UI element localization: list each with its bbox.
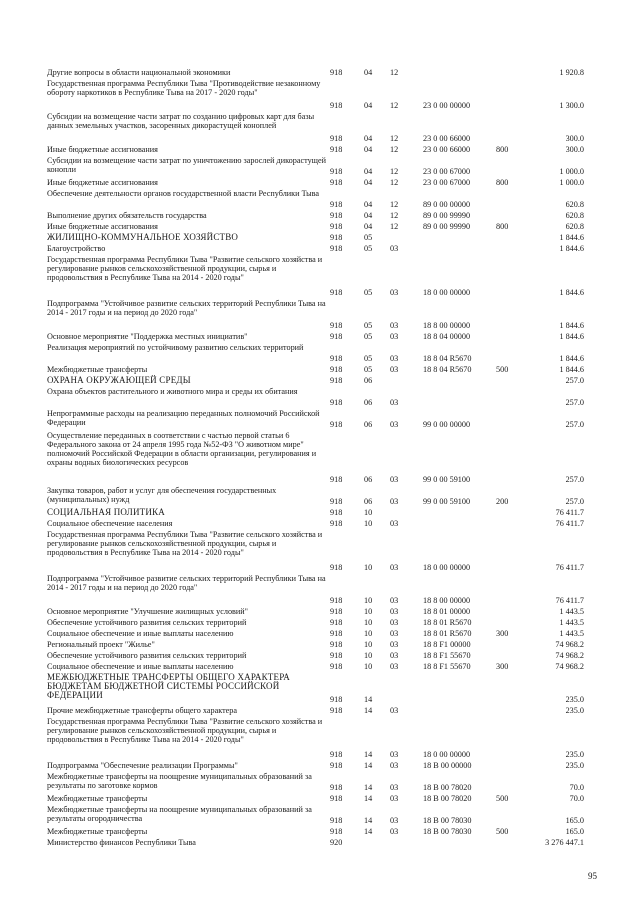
- row-name: Межбюджетные трансферты на поощрение муниципальных образований за результаты по заготовке кормов: [47, 772, 312, 790]
- amount-value: 165.0: [565, 816, 584, 825]
- section-code: 10: [364, 651, 373, 660]
- target-article-code: 99 0 00 59100: [423, 497, 471, 506]
- row-name: Межбюджетные трансферты: [47, 827, 148, 836]
- subsection-code: 03: [390, 794, 399, 803]
- amount-value: 257.0: [565, 376, 584, 385]
- section-code: 10: [364, 618, 373, 627]
- subsection-code: 03: [390, 244, 399, 253]
- row-name: Социальное обеспечение и иные выплаты населению: [47, 629, 234, 638]
- row-name: Социальное обеспечение населения: [47, 519, 173, 528]
- row-name: Подпрограмма "Обеспечение реализации Программы": [47, 761, 238, 770]
- amount-value: 1 443.5: [559, 618, 584, 627]
- subsection-code: 03: [390, 420, 399, 429]
- amount-value: 235.0: [565, 695, 584, 704]
- ministry-code: 918: [330, 651, 343, 660]
- row-name: Другие вопросы в области национальной экономики: [47, 68, 231, 77]
- ministry-code: 918: [330, 376, 343, 385]
- section-heading: ОХРАНА ОКРУЖАЮЩЕЙ СРЕДЫ: [47, 375, 191, 385]
- row-name: Министерство финансов Республики Тыва: [47, 838, 196, 847]
- target-article-code: 18 0 00 00000: [423, 288, 471, 297]
- amount-value: 76 411.7: [555, 519, 584, 528]
- row-name: Обеспечение деятельности органов государственной власти Республики Тыва: [47, 189, 320, 198]
- ministry-code: 918: [330, 607, 343, 616]
- amount-value: 74 968.2: [555, 640, 584, 649]
- amount-value: 1 844.6: [559, 321, 584, 330]
- target-article-code: 18 8 04 00000: [423, 332, 471, 341]
- row-name: Основное мероприятие "Улучшение жилищных условий": [47, 607, 249, 616]
- ministry-code: 918: [330, 420, 343, 429]
- row-name: Иные бюджетные ассигнования: [47, 222, 158, 231]
- ministry-code: 918: [330, 563, 343, 572]
- subsection-code: 03: [390, 365, 399, 374]
- subsection-code: 03: [390, 816, 399, 825]
- ministry-code: 918: [330, 167, 343, 176]
- amount-value: 235.0: [565, 750, 584, 759]
- amount-value: 620.8: [565, 200, 584, 209]
- subsection-code: 12: [390, 68, 399, 77]
- expense-type-code: 200: [496, 497, 509, 506]
- ministry-code: 918: [330, 508, 343, 517]
- page-number: 95: [588, 871, 597, 881]
- target-article-code: 23 0 00 67000: [423, 178, 471, 187]
- row-name: Межбюджетные трансферты на поощрение муниципальных образований за результаты огородничества: [47, 805, 312, 823]
- subsection-code: 03: [390, 618, 399, 627]
- target-article-code: 18 0 00 00000: [423, 750, 471, 759]
- section-code: 14: [364, 816, 373, 825]
- section-code: 14: [364, 761, 373, 770]
- row-name: Иные бюджетные ассигнования: [47, 178, 158, 187]
- amount-value: 235.0: [565, 706, 584, 715]
- amount-value: 165.0: [565, 827, 584, 836]
- section-code: 10: [364, 640, 373, 649]
- subsection-code: 12: [390, 178, 399, 187]
- target-article-code: 18 8 01 R5670: [423, 629, 472, 638]
- section-code: 04: [364, 211, 373, 220]
- target-article-code: 18 8 01 R5670: [423, 618, 472, 627]
- amount-value: 620.8: [565, 211, 584, 220]
- amount-value: 1 844.6: [559, 288, 584, 297]
- target-article-code: 99 0 00 59100: [423, 475, 471, 484]
- amount-value: 300.0: [565, 134, 584, 143]
- ministry-code: 918: [330, 68, 343, 77]
- section-code: 05: [364, 244, 373, 253]
- subsection-code: 03: [390, 629, 399, 638]
- amount-value: 1 844.6: [559, 365, 584, 374]
- subsection-code: 03: [390, 596, 399, 605]
- section-code: 04: [364, 222, 373, 231]
- amount-value: 1 844.6: [559, 244, 584, 253]
- row-name: Подпрограмма "Устойчивое развитие сельских территорий Республики Тыва на 2014 - 2017 годы и на период до 2020 года": [47, 574, 326, 592]
- subsection-code: 03: [390, 332, 399, 341]
- ministry-code: 918: [330, 145, 343, 154]
- section-heading: СОЦИАЛЬНАЯ ПОЛИТИКА: [47, 507, 165, 517]
- amount-value: 257.0: [565, 475, 584, 484]
- section-code: 10: [364, 563, 373, 572]
- section-code: 04: [364, 134, 373, 143]
- expense-type-code: 800: [496, 145, 509, 154]
- subsection-code: 03: [390, 497, 399, 506]
- row-name: Субсидии на возмещение части затрат по уничтожению зарослей дикорастущей конопли: [47, 156, 327, 174]
- subsection-code: 12: [390, 211, 399, 220]
- subsection-code: 03: [390, 761, 399, 770]
- subsection-code: 03: [390, 321, 399, 330]
- row-name: Государственная программа Республики Тыва "Развитие сельского хозяйства и регулирование рынков сельскохозяйственной продукции, сырья и продовольствия в Республике Тыва на 2014 - 2020 годы": [47, 717, 323, 744]
- amount-value: 74 968.2: [555, 662, 584, 671]
- row-name: Закупка товаров, работ и услуг для обеспечения государственных (муниципальных) нужд: [47, 486, 277, 504]
- section-code: 14: [364, 783, 373, 792]
- amount-value: 3 276 447.1: [545, 838, 584, 847]
- ministry-code: 918: [330, 497, 343, 506]
- ministry-code: 918: [330, 695, 343, 704]
- subsection-code: 12: [390, 145, 399, 154]
- ministry-code: 918: [330, 354, 343, 363]
- row-name: Социальное обеспечение и иные выплаты населению: [47, 662, 234, 671]
- section-code: 10: [364, 662, 373, 671]
- ministry-code: 920: [330, 838, 343, 847]
- amount-value: 1 844.6: [559, 332, 584, 341]
- expense-type-code: 800: [496, 222, 509, 231]
- section-code: 14: [364, 827, 373, 836]
- row-name: Обеспечение устойчивого развития сельских территорий: [47, 618, 247, 627]
- amount-value: 1 443.5: [559, 629, 584, 638]
- section-code: 04: [364, 68, 373, 77]
- section-code: 05: [364, 365, 373, 374]
- target-article-code: 89 0 00 00000: [423, 200, 471, 209]
- target-article-code: 18 В 00 78030: [423, 816, 472, 825]
- target-article-code: 18 В 00 78030: [423, 827, 472, 836]
- target-article-code: 23 0 00 66000: [423, 145, 471, 154]
- target-article-code: 18 8 04 R5670: [423, 354, 472, 363]
- row-name: Основное мероприятие "Поддержка местных инициатив": [47, 332, 248, 341]
- ministry-code: 918: [330, 200, 343, 209]
- ministry-code: 918: [330, 706, 343, 715]
- target-article-code: 18 8 F1 55670: [423, 662, 471, 671]
- ministry-code: 918: [330, 596, 343, 605]
- ministry-code: 918: [330, 519, 343, 528]
- subsection-code: 03: [390, 398, 399, 407]
- ministry-code: 918: [330, 398, 343, 407]
- amount-value: 257.0: [565, 420, 584, 429]
- target-article-code: 18 8 00 00000: [423, 596, 471, 605]
- ministry-code: 918: [330, 794, 343, 803]
- amount-value: 76 411.7: [555, 508, 584, 517]
- ministry-code: 918: [330, 178, 343, 187]
- amount-value: 76 411.7: [555, 596, 584, 605]
- subsection-code: 03: [390, 827, 399, 836]
- expense-type-code: 300: [496, 662, 509, 671]
- ministry-code: 918: [330, 761, 343, 770]
- section-code: 06: [364, 376, 373, 385]
- expense-type-code: 500: [496, 794, 509, 803]
- expense-type-code: 500: [496, 365, 509, 374]
- amount-value: 235.0: [565, 761, 584, 770]
- amount-value: 74 968.2: [555, 651, 584, 660]
- subsection-code: 03: [390, 706, 399, 715]
- section-code: 10: [364, 629, 373, 638]
- ministry-code: 918: [330, 662, 343, 671]
- ministry-code: 918: [330, 783, 343, 792]
- target-article-code: 18 8 00 00000: [423, 321, 471, 330]
- ministry-code: 918: [330, 101, 343, 110]
- target-article-code: 89 0 00 99990: [423, 222, 471, 231]
- row-name: Иные бюджетные ассигнования: [47, 145, 158, 154]
- section-code: 05: [364, 233, 373, 242]
- ministry-code: 918: [330, 365, 343, 374]
- subsection-code: 03: [390, 288, 399, 297]
- row-name: Благоустройство: [47, 244, 106, 253]
- target-article-code: 18 В 00 00000: [423, 761, 472, 770]
- amount-value: 1 920.8: [559, 68, 584, 77]
- row-name: Подпрограмма "Устойчивое развитие сельских территорий Республики Тыва на 2014 - 2017 годы и на период до 2020 года": [47, 299, 326, 317]
- expense-type-code: 800: [496, 178, 509, 187]
- subsection-code: 03: [390, 651, 399, 660]
- ministry-code: 918: [330, 321, 343, 330]
- section-heading: МЕЖБЮДЖЕТНЫЕ ТРАНСФЕРТЫ ОБЩЕГО ХАРАКТЕРА БЮДЖЕТАМ БЮДЖЕТНОЙ СИСТЕМЫ РОССИЙСКОЙ ФЕДЕРАЦИИ: [47, 672, 290, 700]
- subsection-code: 03: [390, 662, 399, 671]
- section-heading: ЖИЛИЩНО-КОММУНАЛЬНОЕ ХОЗЯЙСТВО: [47, 232, 239, 242]
- expense-type-code: 300: [496, 629, 509, 638]
- target-article-code: 23 0 00 67000: [423, 167, 471, 176]
- target-article-code: 18 В 00 78020: [423, 794, 472, 803]
- ministry-code: 918: [330, 475, 343, 484]
- target-article-code: 18 8 01 00000: [423, 607, 471, 616]
- subsection-code: 03: [390, 640, 399, 649]
- row-name: Межбюджетные трансферты: [47, 794, 148, 803]
- section-code: 14: [364, 794, 373, 803]
- section-code: 14: [364, 750, 373, 759]
- row-name: Охрана объектов растительного и животного мира и среды их обитания: [47, 387, 298, 396]
- amount-value: 620.8: [565, 222, 584, 231]
- amount-value: 1 000.0: [559, 178, 584, 187]
- ministry-code: 918: [330, 288, 343, 297]
- subsection-code: 12: [390, 222, 399, 231]
- ministry-code: 918: [330, 816, 343, 825]
- ministry-code: 918: [330, 827, 343, 836]
- target-article-code: 18 8 F1 00000: [423, 640, 471, 649]
- subsection-code: 12: [390, 200, 399, 209]
- section-code: 10: [364, 607, 373, 616]
- section-code: 10: [364, 596, 373, 605]
- section-code: 10: [364, 508, 373, 517]
- target-article-code: 18 В 00 78020: [423, 783, 472, 792]
- amount-value: 1 443.5: [559, 607, 584, 616]
- target-article-code: 23 0 00 00000: [423, 101, 471, 110]
- section-code: 14: [364, 706, 373, 715]
- ministry-code: 918: [330, 233, 343, 242]
- subsection-code: 03: [390, 519, 399, 528]
- amount-value: 257.0: [565, 497, 584, 506]
- section-code: 04: [364, 167, 373, 176]
- subsection-code: 03: [390, 475, 399, 484]
- target-article-code: 18 8 04 R5670: [423, 365, 472, 374]
- subsection-code: 03: [390, 750, 399, 759]
- section-code: 10: [364, 519, 373, 528]
- amount-value: 1 300.0: [559, 101, 584, 110]
- row-name: Государственная программа Республики Тыва "Развитие сельского хозяйства и регулирование рынков сельскохозяйственной продукции, сырья и продовольствия в Республике Тыва на 2014 - 2020 годы": [47, 530, 323, 557]
- subsection-code: 03: [390, 783, 399, 792]
- ministry-code: 918: [330, 211, 343, 220]
- row-name: Реализация мероприятий по устойчивому развитию сельских территорий: [47, 343, 304, 352]
- section-code: 06: [364, 398, 373, 407]
- amount-value: 1 000.0: [559, 167, 584, 176]
- row-name: Прочие межбюджетные трансферты общего характера: [47, 706, 238, 715]
- subsection-code: 03: [390, 607, 399, 616]
- section-code: 06: [364, 420, 373, 429]
- subsection-code: 03: [390, 563, 399, 572]
- amount-value: 257.0: [565, 398, 584, 407]
- ministry-code: 918: [330, 222, 343, 231]
- target-article-code: 23 0 00 66000: [423, 134, 471, 143]
- ministry-code: 918: [330, 244, 343, 253]
- row-name: Государственная программа Республики Тыва "Развитие сельского хозяйства и регулирование рынков сельскохозяйственной продукции, сырья и продовольствия в Республике Тыва на 2014 - 2020 годы": [47, 255, 323, 282]
- expense-type-code: 500: [496, 827, 509, 836]
- target-article-code: 18 0 00 00000: [423, 563, 471, 572]
- subsection-code: 12: [390, 167, 399, 176]
- row-name: Выполнение других обязательств государства: [47, 211, 207, 220]
- section-code: 04: [364, 101, 373, 110]
- section-code: 05: [364, 332, 373, 341]
- amount-value: 1 844.6: [559, 233, 584, 242]
- section-code: 06: [364, 475, 373, 484]
- amount-value: 1 844.6: [559, 354, 584, 363]
- target-article-code: 18 8 F1 55670: [423, 651, 471, 660]
- amount-value: 70.0: [569, 783, 584, 792]
- ministry-code: 918: [330, 332, 343, 341]
- amount-value: 300.0: [565, 145, 584, 154]
- ministry-code: 918: [330, 618, 343, 627]
- amount-value: 76 411.7: [555, 563, 584, 572]
- ministry-code: 918: [330, 750, 343, 759]
- section-code: 05: [364, 288, 373, 297]
- ministry-code: 918: [330, 629, 343, 638]
- section-code: 05: [364, 321, 373, 330]
- row-name: Межбюджетные трансферты: [47, 365, 148, 374]
- row-name: Непрограммные расходы на реализацию переданных полномочий Российской Федерации: [47, 409, 320, 427]
- section-code: 04: [364, 200, 373, 209]
- section-code: 06: [364, 497, 373, 506]
- subsection-code: 12: [390, 134, 399, 143]
- row-name: Субсидии на возмещение части затрат по созданию цифровых карт для базы данных земельных участков, засоренных дикорастущей коноплей: [47, 112, 315, 130]
- subsection-code: 03: [390, 354, 399, 363]
- ministry-code: 918: [330, 640, 343, 649]
- row-name: Осуществление переданных в соответствии с частью первой статьи 6 Федерального закона от 24 апреля 1995 года №52-ФЗ "О животном мире" полномочий Российской Федерации в области организации, регулирования и охраны водных биологических ресурсов: [47, 431, 317, 467]
- row-name: Государственная программа Республики Тыва "Противодействие незаконному обороту наркотиков в Республике Тыва на 2017 - 2020 годы": [47, 79, 321, 97]
- amount-value: 70.0: [569, 794, 584, 803]
- ministry-code: 918: [330, 134, 343, 143]
- subsection-code: 12: [390, 101, 399, 110]
- row-name: Обеспечение устойчивого развития сельских территорий: [47, 651, 247, 660]
- target-article-code: 89 0 00 99990: [423, 211, 471, 220]
- section-code: 04: [364, 145, 373, 154]
- target-article-code: 99 0 00 00000: [423, 420, 471, 429]
- section-code: 04: [364, 178, 373, 187]
- section-code: 05: [364, 354, 373, 363]
- row-name: Региональный проект "Жилье": [47, 640, 155, 649]
- section-code: 14: [364, 695, 373, 704]
